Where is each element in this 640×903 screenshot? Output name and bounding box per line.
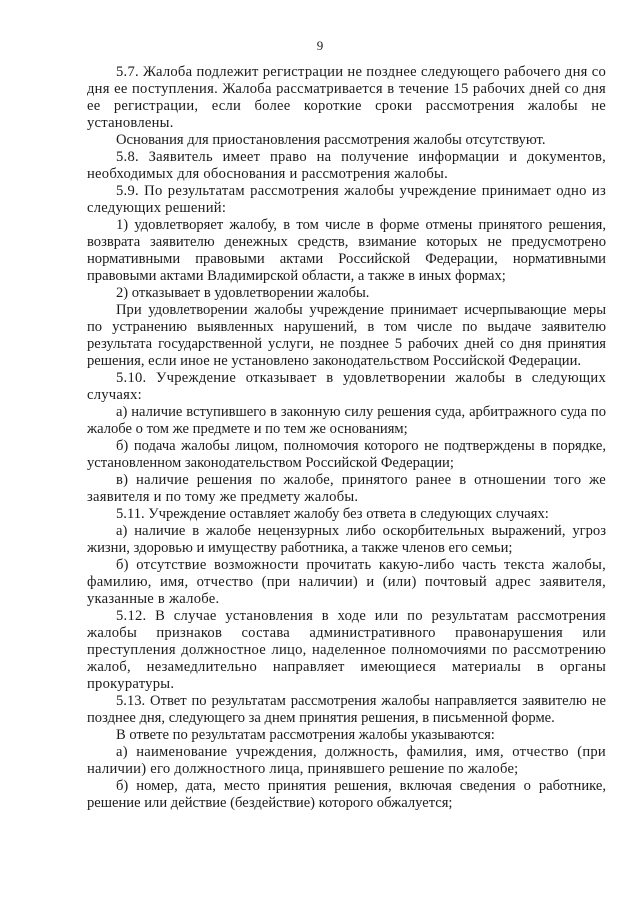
- paragraph-5-11-item-b: б) отсутствие возможности прочитать какую-либо часть текста жалобы, фамилию, имя, отчество (при наличии) и (или) почтовый адрес заявителя, указанные в жалобе.: [87, 557, 606, 607]
- paragraph-5-9-item-2: 2) отказывает в удовлетворении жалобы.: [116, 285, 370, 301]
- paragraph-5-10: 5.10. Учреждение отказывает в удовлетворении жалобы в следующих случаях:: [87, 370, 606, 403]
- paragraph-5-8: 5.8. Заявитель имеет право на получение информации и документов, необходимых для обоснования и рассмотрения жалобы.: [87, 149, 606, 182]
- paragraph-5-9-item-1: 1) удовлетворяет жалобу, в том числе в форме отмены принятого решения, возврата заявителю денежных средств, взимание которых не предусмотрено нормативными правовыми актами Российской Федерации, нормативными правовыми актами Владимирской области, а также в иных формах;: [87, 217, 606, 284]
- paragraph-reply-item-a: а) наименование учреждения, должность, фамилия, имя, отчество (при наличии) его должностного лица, принявшего решение по жалобе;: [87, 744, 606, 777]
- paragraph-5-9: 5.9. По результатам рассмотрения жалобы учреждение принимает одно из следующих решений:: [87, 183, 606, 216]
- paragraph-reply-item-b: б) номер, дата, место принятия решения, включая сведения о работнике, решение или действие (бездействие) которого обжалуется;: [87, 778, 606, 811]
- paragraph-reply-contents: В ответе по результатам рассмотрения жалобы указываются:: [116, 727, 495, 743]
- page-number: 9: [316, 38, 324, 53]
- paragraph-5-11-item-a: а) наличие в жалобе нецензурных либо оскорбительных выражений, угроз жизни, здоровью и имуществу работника, а также членов его семьи;: [87, 523, 606, 556]
- paragraph-5-10-item-a: а) наличие вступившего в законную силу решения суда, арбитражного суда по жалобе о том же предмете и по тем же основаниям;: [87, 404, 606, 437]
- paragraph-5-13: 5.13. Ответ по результатам рассмотрения жалобы направляется заявителю не позднее дня, следующего за днем принятия решения, в письменной форме.: [87, 693, 606, 726]
- paragraph-5-11: 5.11. Учреждение оставляет жалобу без ответа в следующих случаях:: [116, 506, 549, 522]
- paragraph-5-10-item-v: в) наличие решения по жалобе, принятого ранее в отношении того же заявителя и по тому же предмету жалобы.: [87, 472, 606, 505]
- document-body: [87, 64, 606, 812]
- paragraph-5-7: 5.7. Жалоба подлежит регистрации не позднее следующего рабочего дня со дня ее поступления. Жалоба рассматривается в течение 15 рабочих дней со дня ее регистрации, если более короткие сроки рассмотрения жалобы не установлены.: [87, 64, 606, 131]
- paragraph-no-suspension: Основания для приостановления рассмотрения жалобы отсутствуют.: [116, 132, 546, 148]
- paragraph-5-12: 5.12. В случае установления в ходе или по результатам рассмотрения жалобы признаков состава административного правонарушения или преступления должностное лицо, наделенное полномочиями по рассмотрению жалоб, незамедлительно направляет имеющиеся материалы в органы прокуратуры.: [87, 608, 606, 692]
- paragraph-5-10-item-b: б) подача жалобы лицом, полномочия которого не подтверждены в порядке, установленном законодательством Российской Федерации;: [87, 438, 606, 471]
- paragraph-satisfaction-measures: При удовлетворении жалобы учреждение принимает исчерпывающие меры по устранению выявленных нарушений, в том числе по выдаче заявителю результата государственной услуги, не позднее 5 рабочих дней со дня принятия решения, если иное не установлено законодательством Российской Федерации.: [87, 302, 606, 369]
